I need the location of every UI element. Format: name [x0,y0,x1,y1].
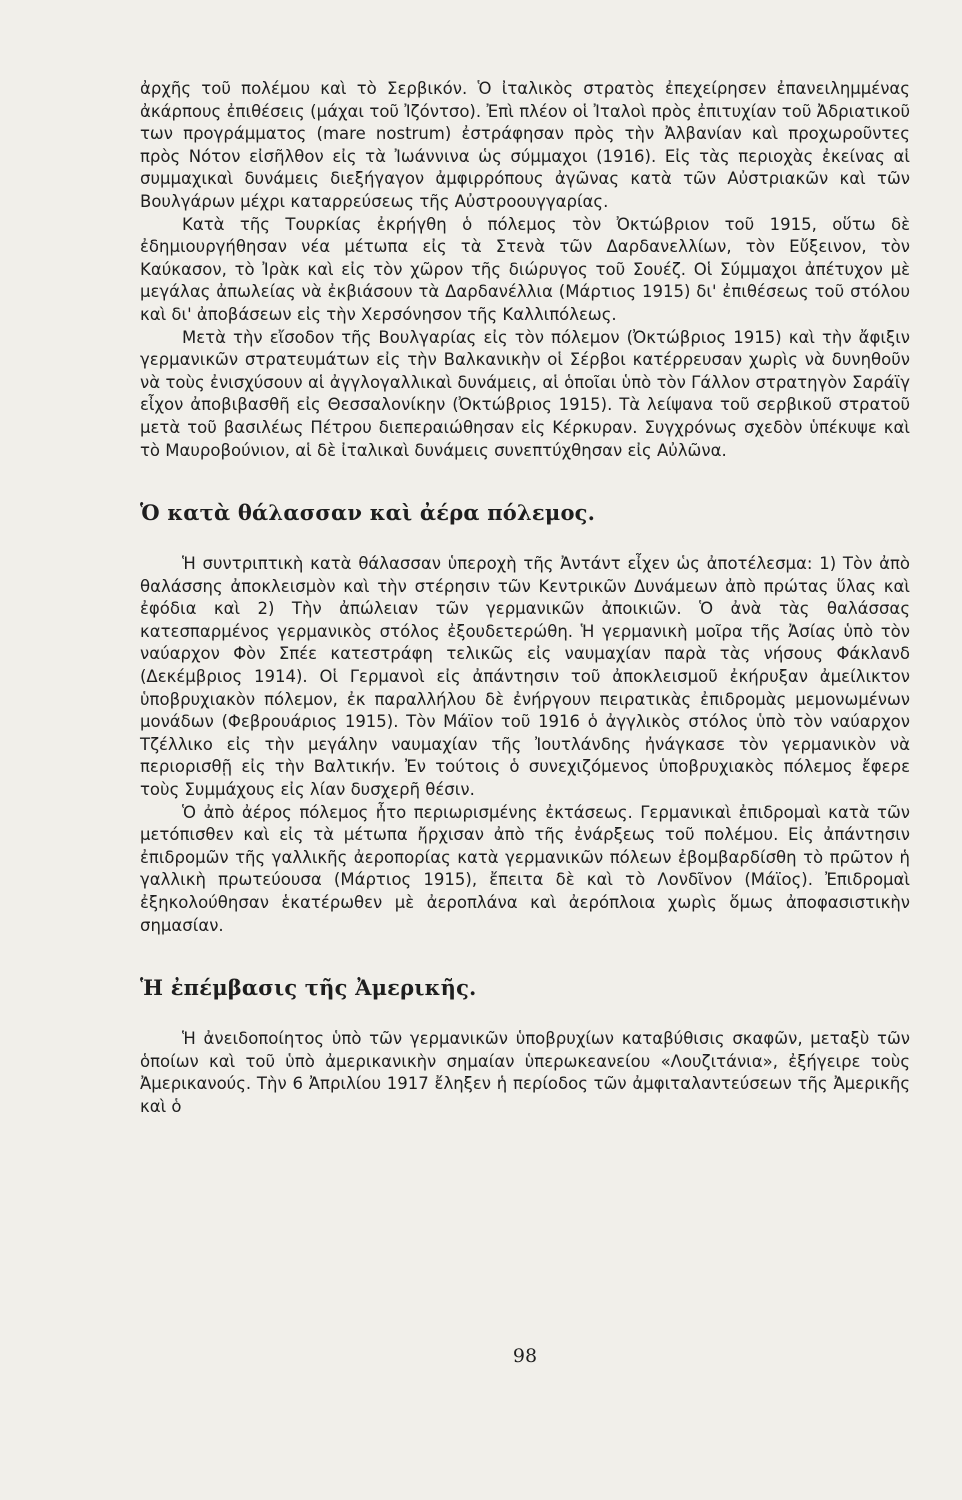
paragraph-lusitania: Ἡ ἀνειδοποίητος ὑπὸ τῶν γερμανικῶν ὑποβρυχίων καταβύθισις σκαφῶν, μεταξὺ τῶν ὁποίων καὶ τοῦ ὑπὸ ἀμερικανικὴν σημαίαν ὑπερωκεανείου «Λουζιτάνια», ἐξήγειρε τοὺς Ἀμερικανούς. Τὴν 6 Ἀπριλίου 1917 ἔληξεν ἡ περίοδος τῶν ἀμφιταλαντεύσεων τῆς Ἀμερικῆς καὶ ὁ [140,1029,910,1116]
section-title-american-intervention: Ἡ ἐπέμβασις τῆς Ἀμερικῆς. [140,975,477,1001]
page-number: 98 [512,1345,538,1367]
section-title-sea-air-war: Ὁ κατὰ θάλασσαν καὶ ἀέρα πόλεμος. [140,500,596,526]
paragraph-turkey-front: Κατὰ τῆς Τουρκίας ἐκρήγθη ὁ πόλεμος τὸν Ὀκτώβριον τοῦ 1915, οὕτω δὲ ἐδημιουργήθησαν νέα μέτωπα εἰς τὰ Στενὰ τῶν Δαρδανελλίων, τὸν Εὔξεινον, τὸν Καύκασον, τὸ Ἰρὰκ καὶ εἰς τὸν χῶρον τῆς διώρυγος τοῦ Σουέζ. Οἱ Σύμμαχοι ἀπέτυχον μὲ μεγάλας ἀπωλείας νὰ ἐκβιάσουν τὰ Δαρδανέλλια (Μάρτιος 1915) δι' ἐπιθέσεως τοῦ στόλου καὶ δι' ἀποβάσεων εἰς τὴν Χερσόνησον τῆς Καλλιπόλεως. [140,214,910,324]
paragraph-balkan-front-continued: ἀρχῆς τοῦ πολέμου καὶ τὸ Σερβικόν. Ὁ ἰταλικὸς στρατὸς ἐπεχείρησεν ἐπανειλημμένας ἀκάρπους ἐπιθέσεις (μάχαι τοῦ Ἰζόντσο). Ἐπὶ πλέον οἱ Ἰταλοὶ πρὸς ἐπιτυχίαν τοῦ Ἀδριατικοῦ των προγράμματος (mare nostrum) ἐστράφησαν πρὸς τὴν Ἀλβανίαν καὶ προχωροῦντες πρὸς Νότον εἰσῆλθον εἰς τὰ Ἰωάννινα ὡς σύμμαχοι (1916). Εἰς τὰς περιοχὰς ἐκείνας αἱ συμμαχικαὶ δυνάμεις διεξήγαγον ἀμφιρρόπους ἀγῶνας κατὰ τῶν Αὐστριακῶν καὶ τῶν Βουλγάρων μέχρι καταρρεύσεως τῆς Αὐστροουγγαρίας. [140,79,910,211]
paragraph-naval-war: Ἡ συντριπτικὴ κατὰ θάλασσαν ὑπεροχὴ τῆς Ἀντάντ εἶχεν ὡς ἀποτέλεσμα: 1) Τὸν ἀπὸ θαλάσσης ἀποκλεισμὸν καὶ τὴν στέρησιν τῶν Κεντρικῶν Δυνάμεων ἀπὸ πρώτας ὕλας καὶ ἐφόδια καὶ 2) Τὴν ἀπώλειαν τῶν γερμανικῶν ἀποικιῶν. Ὁ ἀνὰ τὰς θαλάσσας κατεσπαρμένος γερμανικὸς στόλος ἐξουδετερώθη. Ἡ γερμανικὴ μοῖρα τῆς Ἀσίας ὑπὸ τὸν ναύαρχον Φὸν Σπέε κατεστράφη τελικῶς εἰς ναυμαχίαν παρὰ τὰς νήσους Φάκλανδ (Δεκέμβριος 1914). Οἱ Γερμανοὶ εἰς ἀπάντησιν τοῦ ἀποκλεισμοῦ ἐκήρυξαν ἀμείλικτον ὑποβρυχιακὸν πόλεμον, ἐκ παραλλήλου δὲ ἐνήργουν πειρατικὰς ἐπιδρομὰς μεμονωμένων μονάδων (Φεβρουάριος 1915). Τὸν Μάϊον τοῦ 1916 ὁ ἀγγλικὸς στόλος ὑπὸ τὸν ναύαρχον Τζέλλικο εἰς τὴν μεγάλην ναυμαχίαν τῆς Ἰουτλάνδης ἠνάγκασε τὸν γερμανικὸν νὰ περιορισθῇ εἰς τὴν Βαλτικήν. Ἐν τούτοις ὁ συνεχιζόμενος ὑποβρυχιακὸς πόλεμος ἔφερε τοὺς Συμμάχους εἰς λίαν δυσχερῆ θέσιν. [140,554,910,800]
paragraph-air-war: Ὁ ἀπὸ ἀέρος πόλεμος ἦτο περιωρισμένης ἐκτάσεως. Γερμανικαὶ ἐπιδρομαὶ κατὰ τῶν μετόπισθεν καὶ εἰς τὰ μέτωπα ἤρχισαν ἀπὸ τῆς ἐνάρξεως τοῦ πολέμου. Εἰς ἀπάντησιν ἐπιδρομῶν τῆς γαλλικῆς ἀεροπορίας κατὰ γερμανικῶν πόλεων ἐβομβαρδίσθη τὸ πρῶτον ἡ γαλλικὴ πρωτεύουσα (Μάρτιος 1915), ἔπειτα δὲ καὶ τὸ Λονδῖνον (Μάϊος). Ἐπιδρομαὶ ἐξηκολούθησαν ἑκατέρωθεν μὲ ἀεροπλάνα καὶ ἀερόπλοια χωρὶς ὅμως ἀποφασιστικὴν σημασίαν. [140,802,910,935]
paragraph-serbia-collapse: Μετὰ τὴν εἴσοδον τῆς Βουλγαρίας εἰς τὸν πόλεμον (Ὀκτώβριος 1915) καὶ τὴν ἄφιξιν γερμανικῶν στρατευμάτων εἰς τὴν Βαλκανικὴν οἱ Σέρβοι κατέρρευσαν χωρὶς νὰ δυνηθοῦν νὰ τοὺς ἐνισχύσουν αἱ ἀγγλογαλλικαὶ δυνάμεις, αἱ ὁποῖαι ὑπὸ τὸν Γάλλον στρατηγὸν Σαράϊγ εἶχον ἀποβιβασθῆ εἰς Θεσσαλονίκην (Ὀκτώβριος 1915). Τὰ λείψανα τοῦ σερβικοῦ στρατοῦ μετὰ τοῦ βασιλέως Πέτρου διεπεραιώθησαν εἰς Κέρκυραν. Συγχρόνως σχεδὸν ὑπέκυψε καὶ τὸ Μαυροβούνιον, αἱ δὲ ἰταλικαὶ δυνάμεις συνεπτύχθησαν εἰς Αὐλῶνα. [140,327,910,460]
